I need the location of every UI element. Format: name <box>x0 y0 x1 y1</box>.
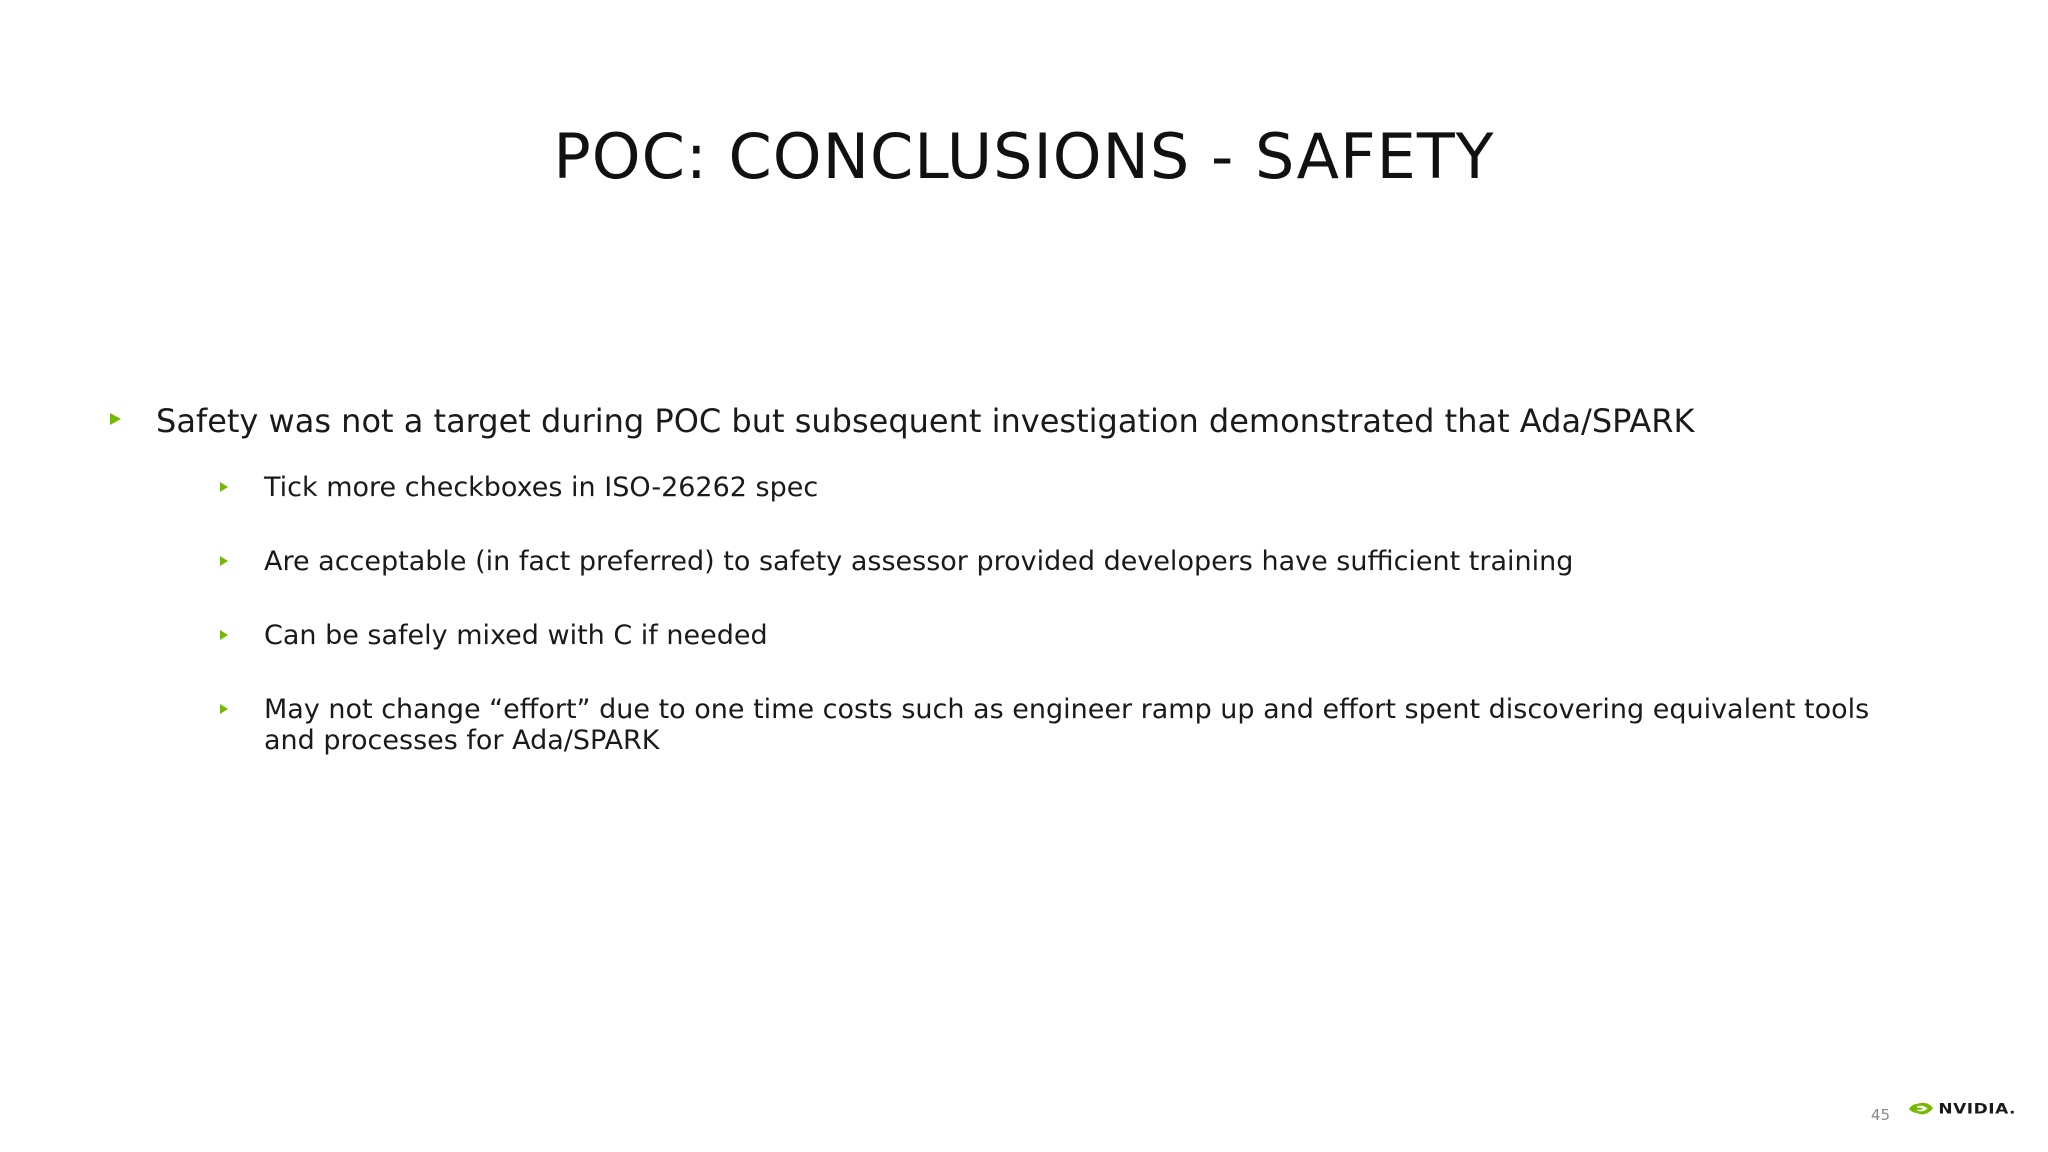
slide-title: POC: CONCLUSIONS - SAFETY <box>553 120 1495 193</box>
sub-bullet-item <box>220 620 1910 651</box>
sub-bullet-text: May not change “effort” due to one time costs such as engineer ramp up and effort spent discovering equivalent tools and processes for Ada/SPARK <box>264 694 1870 756</box>
nvidia-logo <box>1908 1099 2016 1119</box>
nvidia-eye-icon <box>1908 1100 1934 1118</box>
logo-text: NVIDIA. <box>1938 1100 2016 1118</box>
bullet-triangle-icon <box>110 400 156 425</box>
sub-bullet-item <box>220 546 1910 577</box>
page-number: 45 <box>1870 1106 1890 1124</box>
bullet-triangle-icon <box>220 620 264 640</box>
bullet-triangle-icon <box>220 472 264 492</box>
sub-bullet-text: Tick more checkboxes in ISO-26262 spec <box>264 472 819 503</box>
sub-bullet-item <box>220 694 1910 756</box>
bullet-triangle-icon <box>220 546 264 566</box>
bullet-triangle-icon <box>220 694 264 714</box>
sub-bullet-text: Are acceptable (in fact preferred) to safety assessor provided developers have sufficient training <box>264 546 1574 577</box>
sub-bullet-item <box>220 472 1910 503</box>
bullet-text: Safety was not a target during POC but subsequent investigation demonstrated that Ada/SPARK <box>156 402 1695 440</box>
sub-bullet-text: Can be safely mixed with C if needed <box>264 620 768 651</box>
bullet-list <box>110 400 1910 799</box>
bullet-item <box>110 400 1910 442</box>
